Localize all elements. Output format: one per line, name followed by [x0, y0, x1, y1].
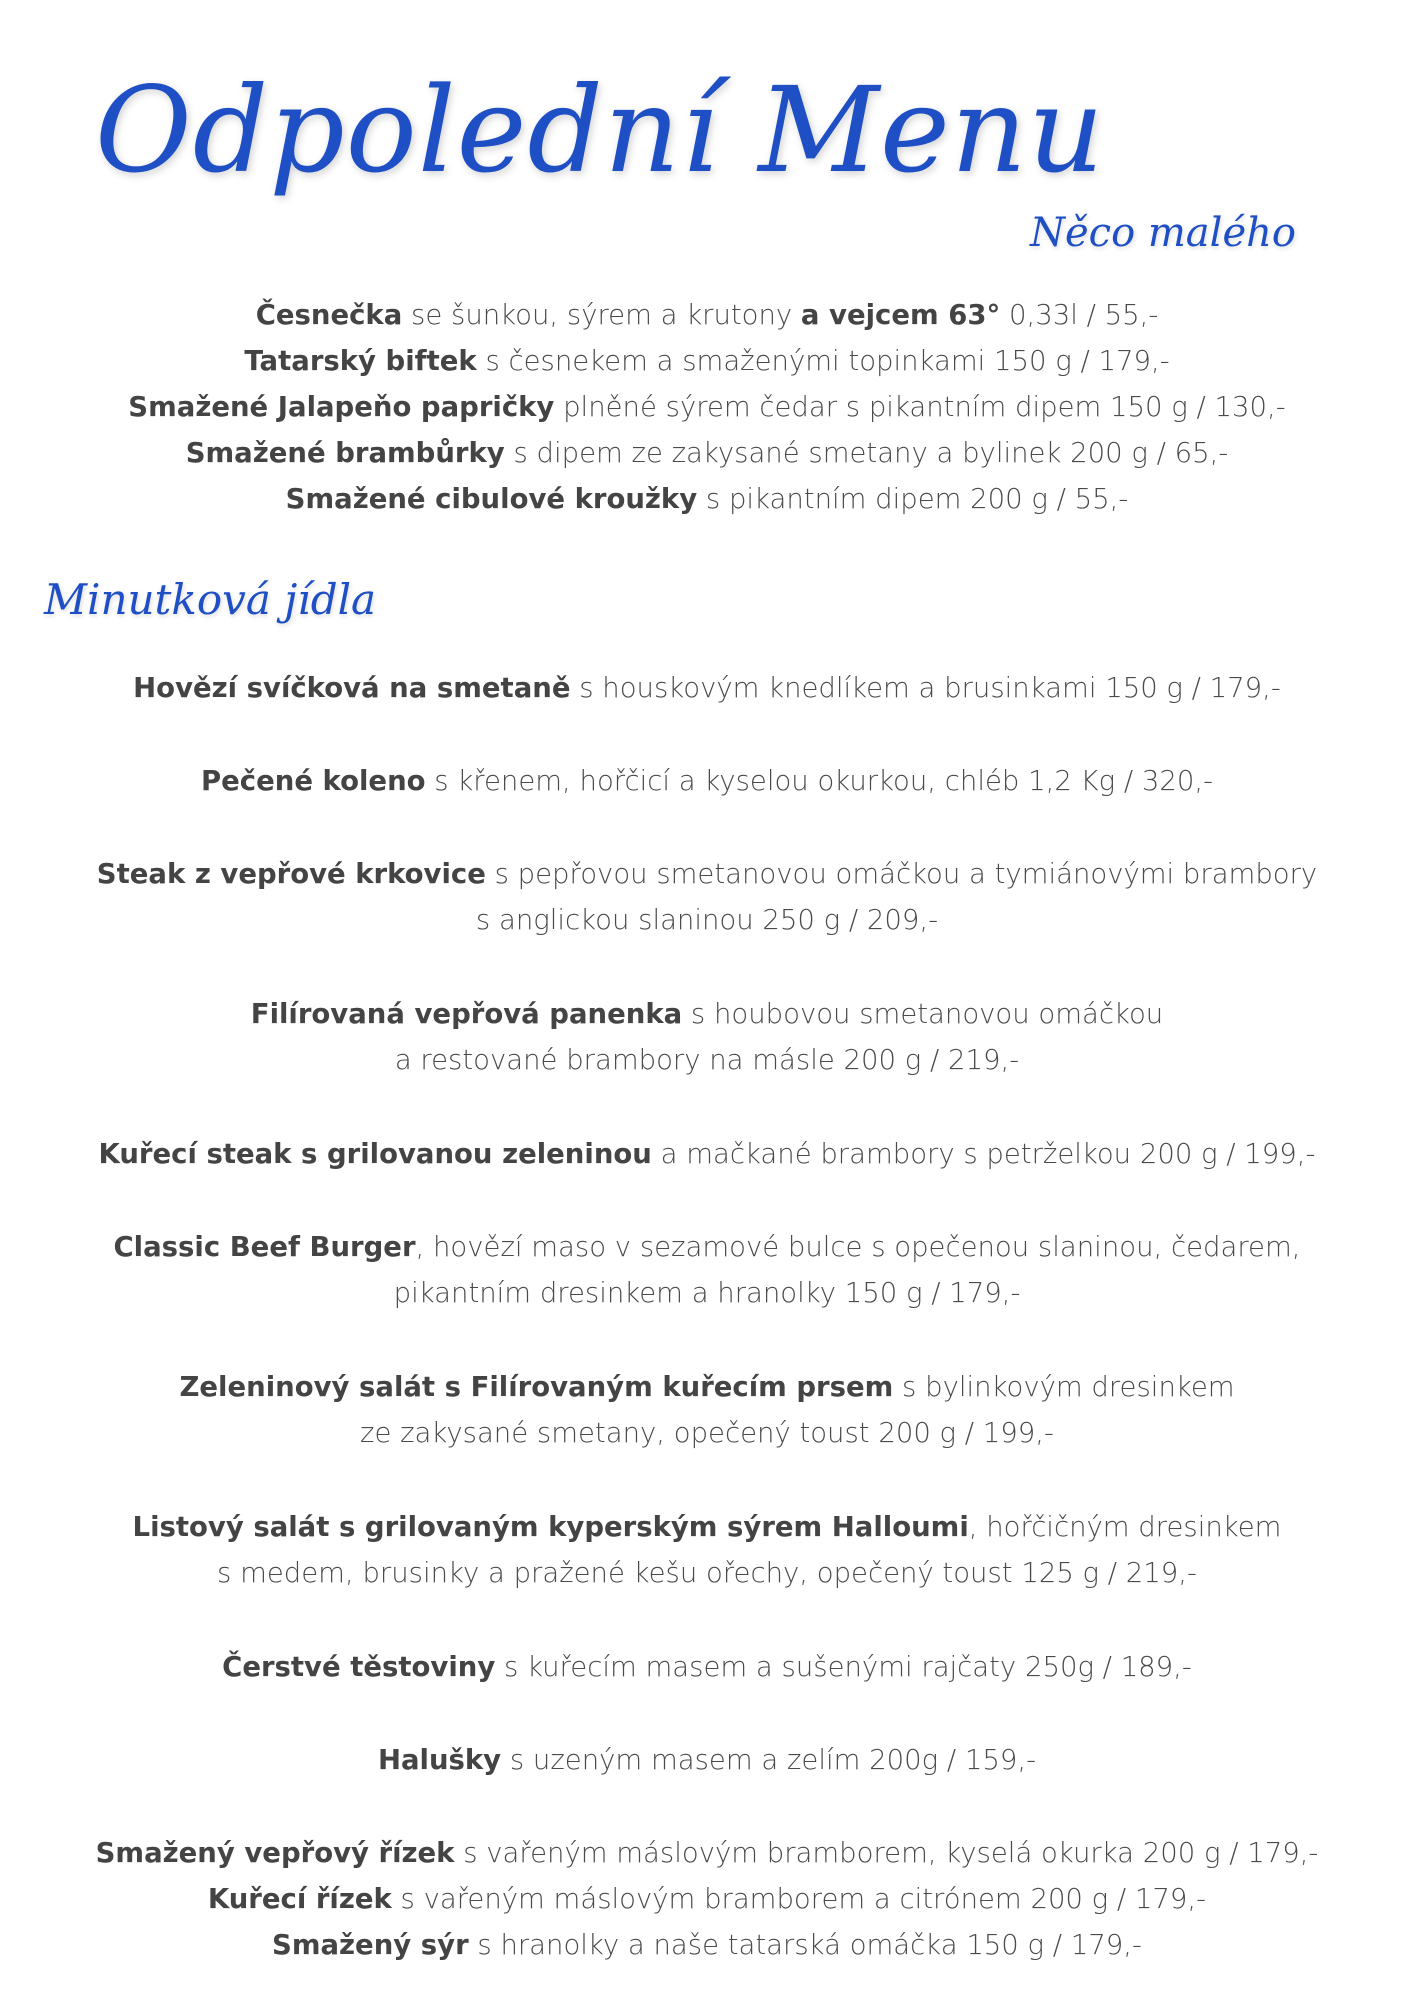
item-desc: , hořčičným dresinkem	[968, 1511, 1282, 1543]
menu-item	[0, 1922, 1414, 1968]
item-desc: s hranolky a naše tatarská omáčka 150 g / 179,-	[468, 1929, 1142, 1961]
item-name: Smažené Jalapeňo papričky	[128, 391, 555, 423]
menu-item	[0, 292, 1414, 338]
menu-item	[0, 384, 1414, 430]
item-desc: s křenem, hořčicí a kyselou okurkou, chléb 1,2 Kg / 320,-	[425, 765, 1213, 797]
item-desc: s bylinkovým dresinkem	[893, 1371, 1235, 1403]
item-desc: s vařeným máslovým bramborem, kyselá okurka 200 g / 179,-	[454, 1837, 1319, 1869]
item-name: Hovězí svíčková na smetaně	[133, 672, 571, 704]
menu-item	[0, 1504, 1414, 1596]
item-name: Zeleninový salát s Filírovaným kuřecím prsem	[179, 1371, 894, 1403]
item-extra: a vejcem 63°	[800, 299, 1001, 331]
menu-item	[0, 476, 1414, 522]
item-desc: s vařeným máslovým bramborem a citrónem 200 g / 179,-	[391, 1883, 1207, 1915]
item-name: Smažené brambůrky	[185, 437, 505, 469]
item-desc-line2: pikantním dresinkem a hranolky 150 g / 179,-	[393, 1277, 1021, 1309]
item-name: Smažený vepřový řízek	[95, 1837, 455, 1869]
item-name: Smažené cibulové kroužky	[285, 483, 698, 515]
item-desc: s houbovou smetanovou omáčkou	[682, 998, 1164, 1030]
item-name: Classic Beef Burger	[113, 1231, 416, 1263]
item-name: Česnečka	[255, 299, 403, 331]
menu-item	[0, 1830, 1414, 1876]
item-name: Kuřecí steak s grilovanou zeleninou	[98, 1138, 652, 1170]
menu-item	[0, 1737, 1414, 1783]
item-desc-line2: s medem, brusinky a pražené kešu ořechy, opečený toust 125 g / 219,-	[217, 1557, 1197, 1589]
section-heading-small: Něco malého	[1030, 210, 1296, 256]
item-desc: a mačkané brambory s petrželkou 200 g / 199,-	[651, 1138, 1316, 1170]
item-name: Filírovaná vepřová panenka	[250, 998, 683, 1030]
item-name: Tatarský biftek	[244, 345, 477, 377]
item-desc: s uzeným masem a zelím 200g / 159,-	[501, 1744, 1037, 1776]
menu-item	[0, 1364, 1414, 1456]
item-name: Čerstvé těstoviny	[222, 1651, 496, 1683]
menu-item	[0, 665, 1414, 711]
menu-item	[0, 1131, 1414, 1177]
item-desc: s dipem ze zakysané smetany a bylinek 200 g / 65,-	[504, 437, 1229, 469]
item-name: Listový salát s grilovaným kyperským sýrem Halloumi	[132, 1511, 969, 1543]
menu-item	[0, 430, 1414, 476]
menu-item	[0, 991, 1414, 1083]
menu-item	[0, 1224, 1414, 1316]
item-name: Pečené koleno	[201, 765, 426, 797]
menu-item	[0, 758, 1414, 804]
item-name: Halušky	[377, 1744, 502, 1776]
menu-item	[0, 1876, 1414, 1922]
item-name: Steak z vepřové krkovice	[96, 858, 486, 890]
menu-title: Odpolední Menu	[95, 61, 1105, 199]
item-desc: s česnekem a smaženými topinkami 150 g / 179,-	[476, 345, 1170, 377]
item-desc: s houskovým knedlíkem a brusinkami 150 g / 179,-	[570, 672, 1281, 704]
item-desc: s pikantním dipem 200 g / 55,-	[697, 483, 1129, 515]
item-price: 0,33l / 55,-	[1000, 299, 1159, 331]
item-desc: s pepřovou smetanovou omáčkou a tymiánovými brambory	[485, 858, 1318, 890]
menu-item	[0, 1644, 1414, 1690]
item-desc-line2: a restované brambory na másle 200 g / 219,-	[394, 1044, 1020, 1076]
item-name: Kuřecí řízek	[207, 1883, 392, 1915]
menu-item	[0, 851, 1414, 943]
item-desc: se šunkou, sýrem a krutony	[402, 299, 801, 331]
item-desc-line2: ze zakysané smetany, opečený toust 200 g / 199,-	[360, 1417, 1054, 1449]
item-name: Smažený sýr	[272, 1929, 469, 1961]
small-items-block	[0, 292, 1414, 522]
item-desc-line2: s anglickou slaninou 250 g / 209,-	[475, 904, 939, 936]
item-desc: s kuřecím masem a sušenými rajčaty 250g / 189,-	[495, 1651, 1192, 1683]
section-heading-minut: Minutková jídla	[44, 575, 377, 624]
menu-item	[0, 338, 1414, 384]
fried-items-block	[0, 1830, 1414, 1968]
item-desc: , hovězí maso v sezamové bulce s opečenou slaninou, čedarem,	[415, 1231, 1301, 1263]
item-desc: plněné sýrem čedar s pikantním dipem 150 g / 130,-	[554, 391, 1286, 423]
